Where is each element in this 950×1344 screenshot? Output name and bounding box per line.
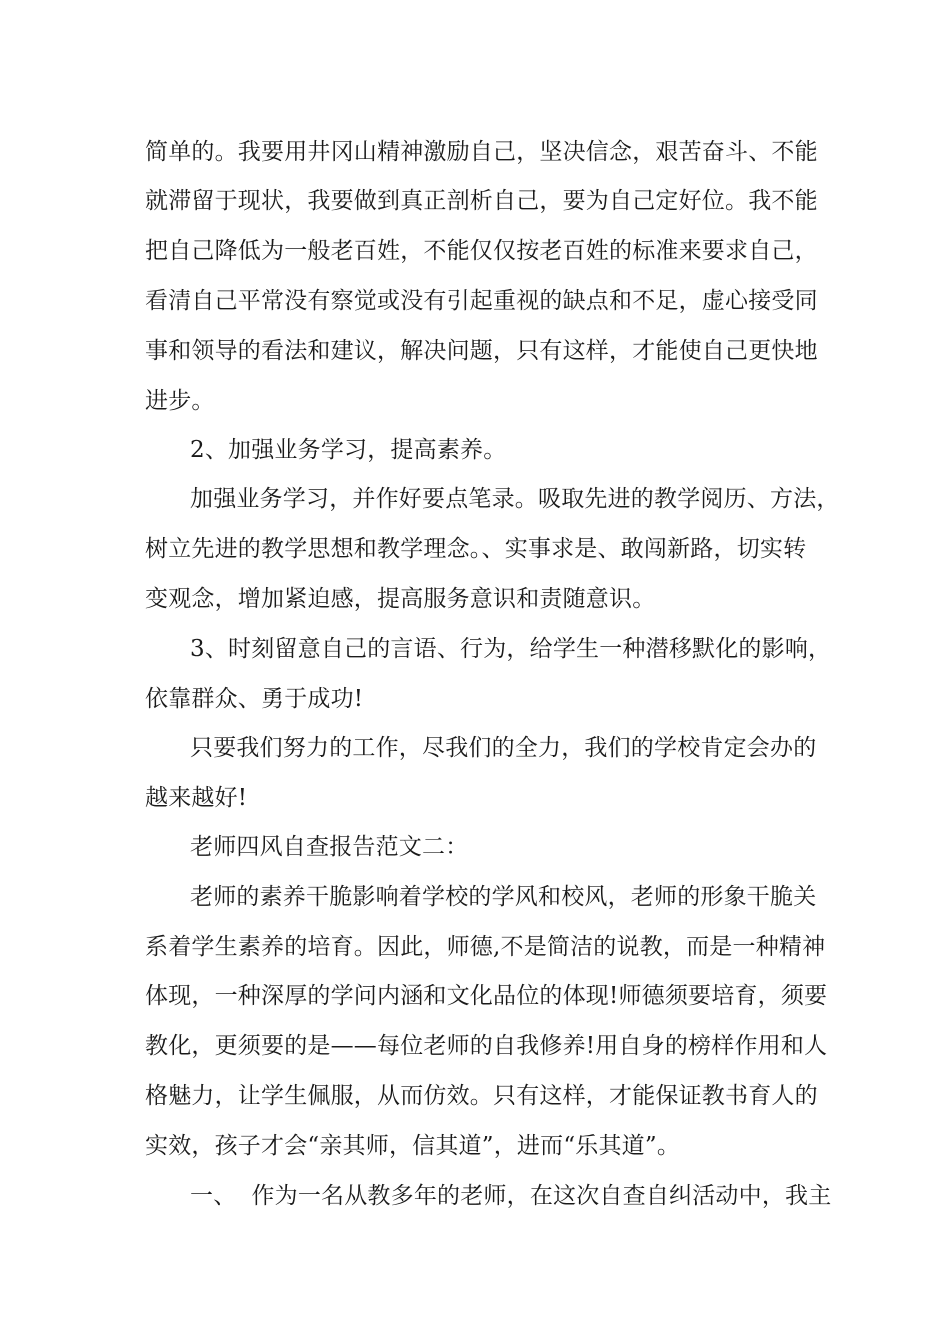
text-line: 一、 作为一名从教多年的老师，在这次自查自纠活动中，我主: [190, 1183, 832, 1209]
section-heading: 老师四风自查报告范文二：: [190, 834, 469, 860]
text-line: 看清自己平常没有察觉或没有引起重视的缺点和不足，虚心接受同: [145, 288, 818, 314]
text-line: 3、时刻留意自己的言语、行为，给学生一种潜移默化的影响，: [190, 636, 832, 662]
text-line: 事和领导的看法和建议，解决问题，只有这样，才能使自己更快地: [145, 338, 818, 364]
text-line: 格魅力，让学生佩服，从而仿效。只有这样，才能保证教书育人的: [145, 1083, 818, 1109]
text-line: 系着学生素养的培育。因此，师德,不是简洁的说教，而是一种精神: [145, 934, 826, 960]
text-line: 实效，孩子才会“亲其师，信其道”，进而“乐其道”。: [145, 1133, 681, 1159]
text-line: 进步。: [145, 388, 215, 414]
text-line: 加强业务学习，并作好要点笔录。吸取先进的教学阅历、方法，: [190, 486, 840, 512]
text-line: 简单的。我要用井冈山精神激励自己，坚决信念，艰苦奋斗、不能: [145, 139, 818, 165]
text-line: 越来越好!: [145, 785, 248, 811]
text-line: 变观念，增加紧迫感，提高服务意识和责随意识。: [145, 586, 656, 612]
text-line: 就滞留于现状，我要做到真正剖析自己，要为自己定好位。我不能: [145, 188, 818, 214]
text-line: 只要我们努力的工作，尽我们的全力，我们的学校肯定会办的: [190, 735, 817, 761]
text-line: 老师的素养干脆影响着学校的学风和校风，老师的形象干脆关: [190, 884, 817, 910]
text-line: 教化，更须要的是——每位老师的自我修养!用自身的榜样作用和人: [145, 1033, 828, 1059]
text-line: 体现，一种深厚的学问内涵和文化品位的体现!师德须要培育，须要: [145, 983, 828, 1009]
section-heading: 2、加强业务学习，提高素养。: [190, 437, 507, 463]
text-line: 把自己降低为一般老百姓，不能仅仅按老百姓的标准来要求自己，: [145, 238, 818, 264]
text-line: 树立先进的教学思想和教学理念。、实事求是、敢闯新路，切实转: [145, 536, 807, 562]
text-line: 依靠群众、勇于成功!: [145, 686, 364, 712]
